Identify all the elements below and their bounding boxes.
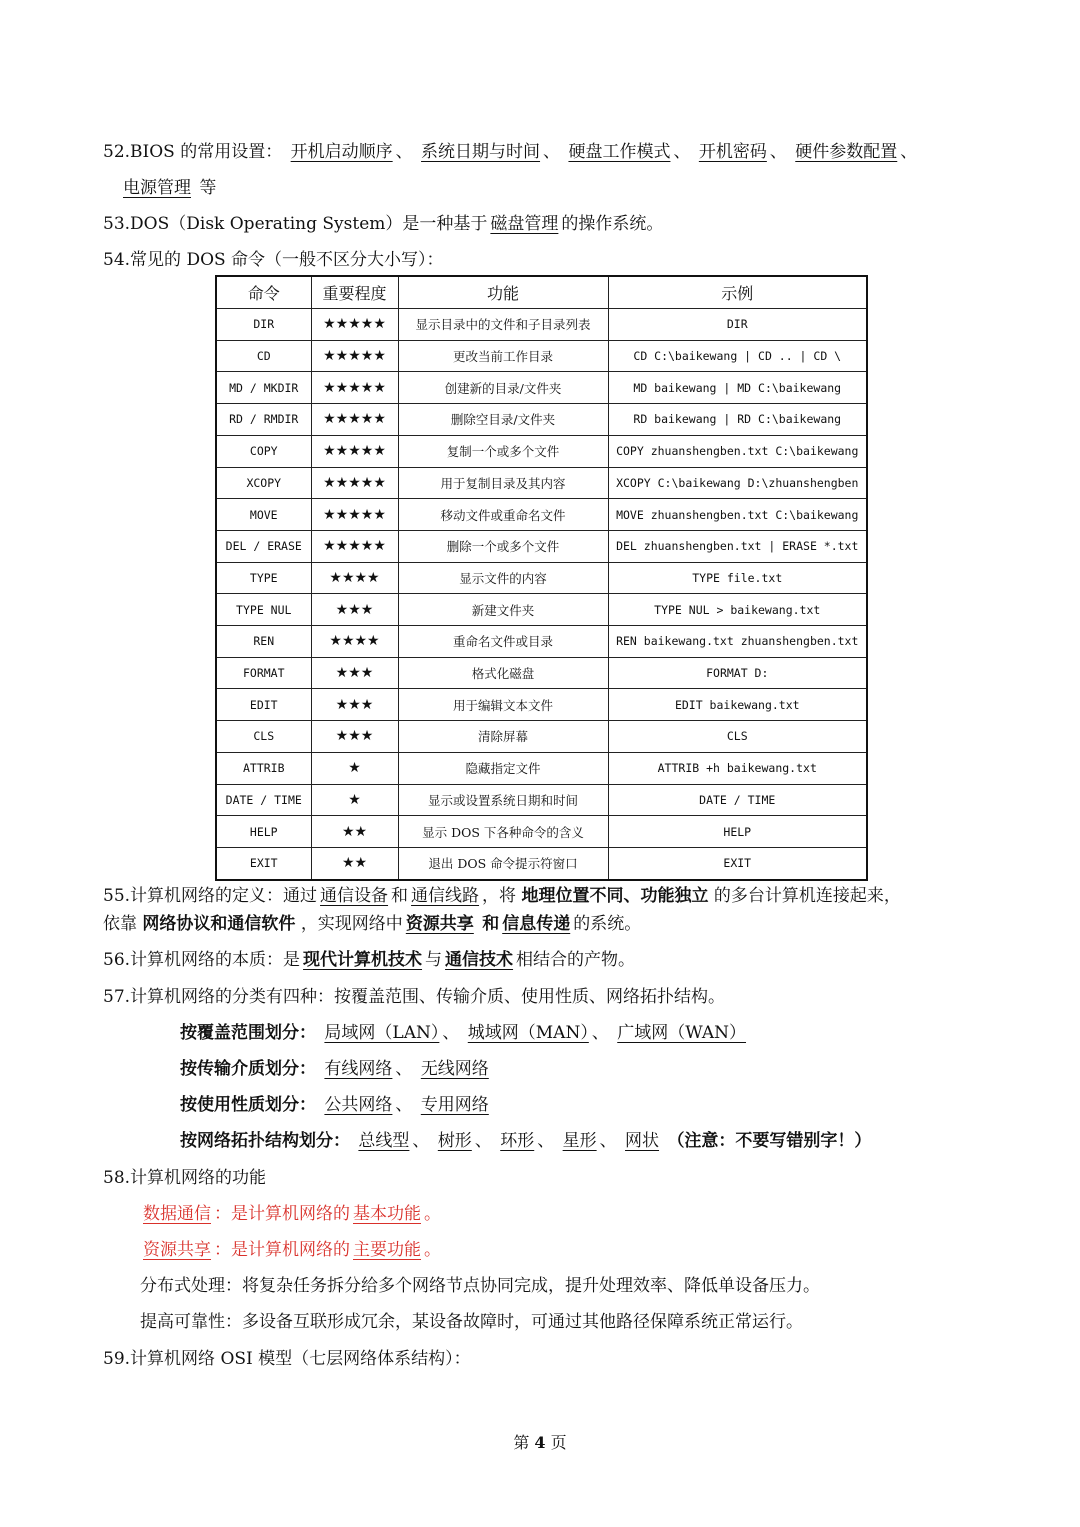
table-body xyxy=(216,309,867,881)
item-53 xyxy=(103,212,663,236)
classification-coverage xyxy=(180,1021,749,1045)
bios-setting-power: 电源管理 xyxy=(123,178,191,198)
cell-importance: ★★★★★ xyxy=(311,340,398,372)
blank: 网状 xyxy=(625,1131,660,1151)
sep: 、 xyxy=(543,142,561,162)
blank: 资源共享 xyxy=(405,914,474,934)
cell-example: EXIT xyxy=(608,847,867,880)
footer-suffix: 页 xyxy=(550,1433,567,1452)
item-55-line1 xyxy=(103,884,901,908)
cell-function: 退出 DOS 命令提示符窗口 xyxy=(398,847,608,880)
bios-setting-disk-mode: 硬盘工作模式 xyxy=(568,142,671,162)
sep: 、 xyxy=(442,1023,460,1043)
cell-command: EDIT xyxy=(216,689,311,721)
cell-example: ATTRIB +h baikewang.txt xyxy=(608,752,867,784)
text: 的多台计算机连接起来， xyxy=(713,886,901,906)
cell-importance: ★★★★★ xyxy=(311,372,398,404)
cell-example: FORMAT D: xyxy=(608,657,867,689)
cell-function: 清除屏幕 xyxy=(398,721,608,753)
cell-function: 移动文件或重命名文件 xyxy=(398,499,608,531)
cell-importance: ★ xyxy=(311,784,398,816)
cell-example: RD baikewang | RD C:\baikewang xyxy=(608,404,867,436)
item-52-lead: 52.BIOS 的常用设置： xyxy=(103,142,283,162)
sep: 、 xyxy=(599,1131,617,1151)
function-reliability xyxy=(140,1310,803,1334)
sep: 、 xyxy=(395,142,413,162)
blank: 基本功能 xyxy=(353,1204,421,1224)
note: （注意：不要写错别字！） xyxy=(667,1131,872,1151)
cell-command: REN xyxy=(216,626,311,658)
table-row xyxy=(216,626,867,658)
sep: 、 xyxy=(769,142,787,162)
cell-command: DIR xyxy=(216,309,311,341)
table-row xyxy=(216,689,867,721)
cell-importance: ★★★ xyxy=(311,689,398,721)
item-52-line2 xyxy=(120,176,216,200)
cell-importance: ★★★★★ xyxy=(311,309,398,341)
function-resource-sharing xyxy=(140,1238,441,1262)
item-52-line1 xyxy=(103,140,917,164)
page-number: 4 xyxy=(534,1433,546,1452)
label: 按使用性质划分： xyxy=(180,1095,316,1115)
cell-example: MOVE zhuanshengben.txt C:\baikewang xyxy=(608,499,867,531)
item-55-line2 xyxy=(103,912,641,936)
cell-importance: ★★★ xyxy=(311,594,398,626)
item-58-lead: 58.计算机网络的功能 xyxy=(103,1168,267,1188)
text: 提高可靠性：多设备互联形成冗余，某设备故障时，可通过其他路径保障系统正常运行。 xyxy=(140,1312,803,1332)
table-row xyxy=(216,372,867,404)
blank: 总线型 xyxy=(358,1131,410,1151)
text: 分布式处理：将复杂任务拆分给多个网络节点协同完成，提升处理效率、降低单设备压力。 xyxy=(140,1276,820,1296)
cell-importance: ★★★★★ xyxy=(311,530,398,562)
cell-example: EDIT baikewang.txt xyxy=(608,689,867,721)
table-row xyxy=(216,594,867,626)
blank: 数据通信 xyxy=(143,1204,211,1224)
text: ，将 xyxy=(482,886,517,906)
header-example: 示例 xyxy=(608,276,867,309)
cell-importance: ★ xyxy=(311,752,398,784)
page-footer xyxy=(0,1430,1080,1453)
blank: 专用网络 xyxy=(420,1095,489,1115)
sep: 、 xyxy=(673,142,691,162)
cell-command: HELP xyxy=(216,816,311,848)
blank: 通信设备 xyxy=(320,886,389,906)
dos-command-table xyxy=(215,275,868,881)
sep: 、 xyxy=(395,1095,413,1115)
cell-function: 显示文件的内容 xyxy=(398,562,608,594)
sep: 、 xyxy=(412,1131,430,1151)
text: ：是计算机网络的 xyxy=(214,1240,350,1260)
table-header-row xyxy=(216,276,867,309)
blank: 城域网（MAN） xyxy=(467,1023,589,1043)
table-row xyxy=(216,721,867,753)
item-53-lead: 53.DOS（Disk Operating System）是一种基于 xyxy=(103,214,488,234)
bios-setting-password: 开机密码 xyxy=(698,142,767,162)
blank: 通信线路 xyxy=(411,886,480,906)
cell-command: DATE / TIME xyxy=(216,784,311,816)
cell-example: DEL zhuanshengben.txt | ERASE *.txt xyxy=(608,530,867,562)
label: 按传输介质划分： xyxy=(180,1059,316,1079)
text: 的系统。 xyxy=(573,914,642,934)
item-56 xyxy=(103,948,635,972)
blank: 局域网（LAN） xyxy=(324,1023,440,1043)
table-row xyxy=(216,309,867,341)
cell-command: CLS xyxy=(216,721,311,753)
cell-command: XCOPY xyxy=(216,467,311,499)
item-58 xyxy=(103,1166,266,1190)
table-row xyxy=(216,784,867,816)
table-row xyxy=(216,657,867,689)
cell-command: TYPE xyxy=(216,562,311,594)
cell-function: 格式化磁盘 xyxy=(398,657,608,689)
cell-function: 复制一个或多个文件 xyxy=(398,435,608,467)
text: 55.计算机网络的定义：通过 xyxy=(103,886,318,906)
cell-command: CD xyxy=(216,340,311,372)
text: 56.计算机网络的本质：是 xyxy=(103,950,301,970)
cell-function: 隐藏指定文件 xyxy=(398,752,608,784)
cell-example: HELP xyxy=(608,816,867,848)
cell-example: REN baikewang.txt zhuanshengben.txt xyxy=(608,626,867,658)
bios-setting-boot-order: 开机启动顺序 xyxy=(290,142,393,162)
text: ：是计算机网络的 xyxy=(214,1204,350,1224)
cell-command: EXIT xyxy=(216,847,311,880)
cell-importance: ★★★ xyxy=(311,721,398,753)
table-row xyxy=(216,847,867,880)
table-row xyxy=(216,467,867,499)
sep: 、 xyxy=(474,1131,492,1151)
text: 依靠 xyxy=(103,914,137,934)
table-row xyxy=(216,562,867,594)
header-importance: 重要程度 xyxy=(311,276,398,309)
blank: 无线网络 xyxy=(420,1059,489,1079)
cell-example: CLS xyxy=(608,721,867,753)
blank: 有线网络 xyxy=(324,1059,393,1079)
footer-prefix: 第 xyxy=(513,1433,530,1452)
cell-function: 重命名文件或目录 xyxy=(398,626,608,658)
bios-setting-date-time: 系统日期与时间 xyxy=(421,142,541,162)
cell-function: 用于编辑文本文件 xyxy=(398,689,608,721)
table-row xyxy=(216,499,867,531)
sep: 、 xyxy=(537,1131,555,1151)
cell-example: MD baikewang | MD C:\baikewang xyxy=(608,372,867,404)
blank: 树形 xyxy=(437,1131,472,1151)
cell-function: 更改当前工作目录 xyxy=(398,340,608,372)
cell-command: MD / MKDIR xyxy=(216,372,311,404)
table-row xyxy=(216,816,867,848)
cell-command: FORMAT xyxy=(216,657,311,689)
cell-example: CD C:\baikewang | CD .. | CD \ xyxy=(608,340,867,372)
item-53-blank: 磁盘管理 xyxy=(490,214,559,234)
blank: 主要功能 xyxy=(353,1240,421,1260)
item-59 xyxy=(103,1347,471,1371)
cell-importance: ★★★★ xyxy=(311,626,398,658)
cell-importance: ★★★★★ xyxy=(311,499,398,531)
text: 。 xyxy=(424,1204,441,1224)
cell-importance: ★★ xyxy=(311,816,398,848)
cell-example: DATE / TIME xyxy=(608,784,867,816)
bold-text: 网络协议和通信软件 xyxy=(142,914,296,934)
classification-usage xyxy=(180,1093,492,1117)
cell-command: TYPE NUL xyxy=(216,594,311,626)
item-53-tail: 的操作系统。 xyxy=(561,214,664,234)
cell-function: 显示或设置系统日期和时间 xyxy=(398,784,608,816)
item-57 xyxy=(103,985,725,1009)
blank: 资源共享 xyxy=(143,1240,211,1260)
blank: 环形 xyxy=(500,1131,535,1151)
cell-example: TYPE NUL > baikewang.txt xyxy=(608,594,867,626)
cell-command: COPY xyxy=(216,435,311,467)
bold-text: 地理位置不同、功能独立 xyxy=(521,886,709,906)
item-54 xyxy=(103,248,444,272)
sep: 、 xyxy=(900,142,918,162)
item-57-lead: 57.计算机网络的分类有四种：按覆盖范围、传输介质、使用性质、网络拓扑结构。 xyxy=(103,987,726,1007)
blank: 信息传递 xyxy=(502,914,571,934)
item-54-lead: 54.常见的 DOS 命令（一般不区分大小写）： xyxy=(103,250,444,270)
table-row xyxy=(216,530,867,562)
text: 与 xyxy=(425,950,443,970)
sep: 、 xyxy=(591,1023,609,1043)
cell-function: 删除一个或多个文件 xyxy=(398,530,608,562)
sep: 、 xyxy=(395,1059,413,1079)
table-row xyxy=(216,404,867,436)
cell-importance: ★★ xyxy=(311,847,398,880)
cell-function: 删除空目录/文件夹 xyxy=(398,404,608,436)
cell-example: XCOPY C:\baikewang D:\zhuanshengben xyxy=(608,467,867,499)
table-row xyxy=(216,752,867,784)
item-52-tail: 等 xyxy=(199,178,217,198)
table-row xyxy=(216,435,867,467)
label: 按网络拓扑结构划分： xyxy=(180,1131,350,1151)
text: 和 xyxy=(391,886,409,906)
text: 。 xyxy=(424,1240,441,1260)
header-command: 命令 xyxy=(216,276,311,309)
cell-function: 新建文件夹 xyxy=(398,594,608,626)
cell-function: 用于复制目录及其内容 xyxy=(398,467,608,499)
cell-command: DEL / ERASE xyxy=(216,530,311,562)
text: ，实现网络中 xyxy=(300,914,403,934)
item-59-lead: 59.计算机网络 OSI 模型（七层网络体系结构）： xyxy=(103,1349,471,1369)
blank: 广域网（WAN） xyxy=(617,1023,747,1043)
blank: 现代计算机技术 xyxy=(303,950,423,970)
text: 相结合的产物。 xyxy=(516,950,636,970)
cell-function: 显示目录中的文件和子目录列表 xyxy=(398,309,608,341)
cell-importance: ★★★★★ xyxy=(311,435,398,467)
blank: 通信技术 xyxy=(445,950,514,970)
cell-importance: ★★★★★ xyxy=(311,467,398,499)
cell-example: DIR xyxy=(608,309,867,341)
cell-importance: ★★★ xyxy=(311,657,398,689)
cell-example: COPY zhuanshengben.txt C:\baikewang xyxy=(608,435,867,467)
table-row xyxy=(216,340,867,372)
cell-example: TYPE file.txt xyxy=(608,562,867,594)
function-data-communication xyxy=(140,1202,441,1226)
cell-function: 创建新的目录/文件夹 xyxy=(398,372,608,404)
function-distributed xyxy=(140,1274,820,1298)
label: 按覆盖范围划分： xyxy=(180,1023,316,1043)
cell-importance: ★★★★★ xyxy=(311,404,398,436)
text: 和 xyxy=(482,914,500,934)
cell-function: 显示 DOS 下各种命令的含义 xyxy=(398,816,608,848)
header-function: 功能 xyxy=(398,276,608,309)
classification-topology xyxy=(180,1129,871,1153)
bios-setting-hardware: 硬件参数配置 xyxy=(795,142,898,162)
cell-command: MOVE xyxy=(216,499,311,531)
classification-medium xyxy=(180,1057,492,1081)
cell-command: RD / RMDIR xyxy=(216,404,311,436)
blank: 公共网络 xyxy=(324,1095,393,1115)
blank: 星形 xyxy=(562,1131,597,1151)
cell-importance: ★★★★ xyxy=(311,562,398,594)
cell-command: ATTRIB xyxy=(216,752,311,784)
